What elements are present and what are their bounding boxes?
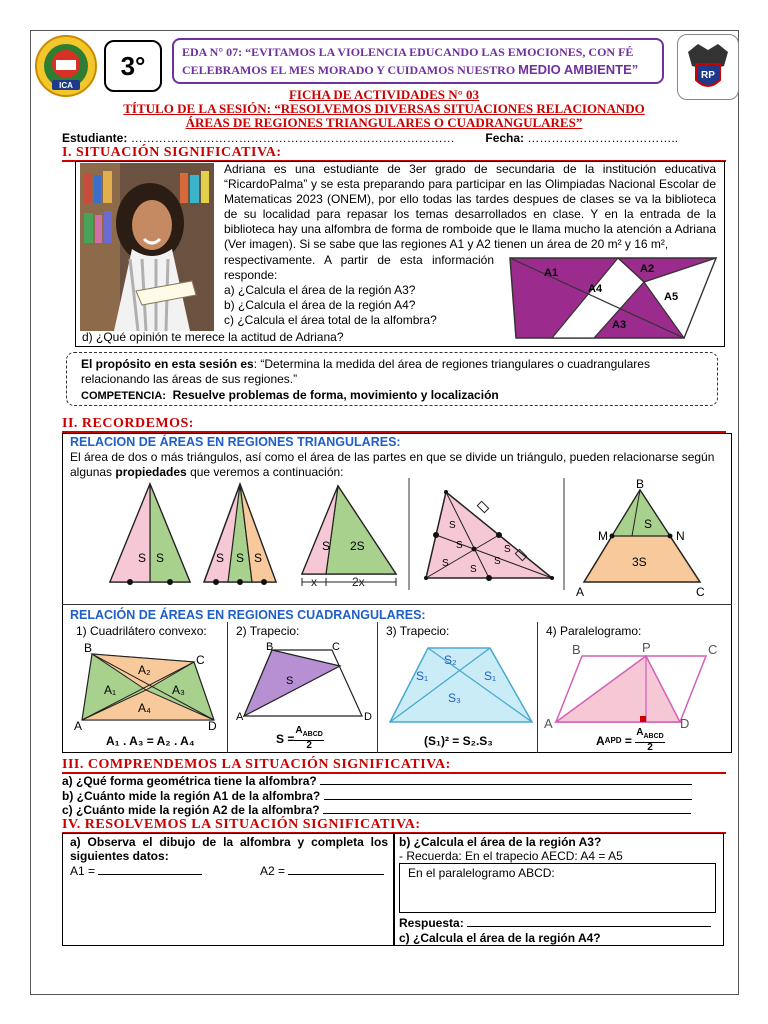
school-logo-text: ICA [59,81,73,90]
tri4-s2: S [456,540,463,551]
competencia-text: Resuelve problemas de forma, movimiento y localización [172,388,499,402]
rug-figure [508,254,720,342]
student-photo [80,163,214,331]
eda-title-2-emph: MEDIO AMBIENTE” [518,62,639,77]
quad3-title: 3) Trapecio: [386,624,450,638]
parallelogram-work-box[interactable] [399,863,716,913]
tri4-s1: S [449,520,456,531]
quad4-formula-a-sub: APD [604,736,622,745]
quad2-formula-lhs: S = [276,731,295,746]
tri5-s: S [644,517,653,531]
section3-qa-answer[interactable] [320,784,692,785]
rug-label-a1: A1 [544,267,559,279]
solve-right-question: b) ¿Calcula el área de la región A3? [399,835,602,849]
purpose-body: : “Determina la medida del área de regiones triangulares o cuadrangulares relacionando las áreas de sus regiones.” [81,357,650,386]
tri4-s3: S [442,558,449,569]
q1-vertex-b: B [84,642,93,655]
eda-box [172,38,664,84]
tri-fig-2 [204,484,276,585]
triangle-figures [100,478,720,598]
competencia-row [81,388,707,404]
tri5-vertex-n: N [676,529,685,543]
a2-label: A2 = [260,864,286,878]
quad2-formula [276,726,324,751]
situation-question-a: a) ¿Calcula el área de la región A3? [224,283,416,298]
tri2-s-1: S [216,551,225,565]
tri4-s6: S [504,544,511,555]
section3-qb-answer[interactable] [324,799,692,800]
q1-region-a3: A₃ [172,683,185,697]
date-field[interactable]: ……………………………….. [527,131,679,145]
eda-prefix: EDA N° 07: [182,45,243,59]
q3-region-s3: S₃ [448,691,461,705]
quad3-formula: (S₁)² = S₂.S₃ [424,734,493,748]
tri3-2x: 2x [352,575,365,589]
section3-title: III. COMPRENDEMOS LA SITUACIÓN SIGNIFICATIVA: [62,757,451,772]
rug-label-a5: A5 [664,291,679,303]
eda-line1 [182,43,654,61]
quad2-formula-num: A [295,725,303,736]
tri2-s-3: S [254,551,263,565]
triangles-text-2 [70,465,344,479]
student-row [62,131,678,145]
section4-title: IV. RESOLVEMOS LA SITUACIÓN SIGNIFICATIVA: [62,817,421,832]
respuesta-row [399,916,711,930]
tri-fig-5 [576,478,705,598]
q4-vertex-b: B [572,642,581,657]
situation-text: Adriana es una estudiante de 3er grado de secundaria de la institución educativa “RicardoPalma” y se esta preparando para participar en las Olimpiadas Nacional Escolar de Matematicas 2023 (ONEM), por ello todas las tardes despues de clases se va la biblioteca de su localidad para repasar los temas desarrollados en clase. Y en la entrada de la biblioteca hay una alfombra de forma de romboide que le llama mucho la atención a Adriana (Ver imagen). Si se sabe que las regiones A1 y A2 tienen un área de 20 m² y 16 m², [224,162,716,252]
q4-vertex-d: D [680,716,690,730]
a1-input[interactable] [98,874,202,875]
q1-region-a4: A₄ [138,701,151,715]
solve-recuerda: - Recuerda: En el trapecio AECD: A4 = A5 [399,849,623,863]
section2-title: II. RECORDEMOS: [62,416,194,431]
rug-label-a4: A4 [588,283,603,295]
quad2-formula-sub: ABCD [302,731,323,738]
rug-label-a2: A2 [640,263,655,275]
quad4-formula-num: A [636,727,644,738]
section3-question-b [62,789,692,803]
section3-question-a [62,774,692,788]
a2-row [260,864,384,878]
quad4-formula-eq: = [621,733,636,748]
tri3-2s: 2S [350,539,365,553]
purpose-label: El propósito en esta sesión es [81,357,254,371]
section3-qc-text: c) ¿Cuánto mide la región A2 de la alfombra? [62,803,320,817]
respuesta-label: Respuesta: [399,916,464,930]
section3-qb-text: b) ¿Cuánto mide la región A1 de la alfombra? [62,789,321,803]
tri5-vertex-m: M [598,529,608,543]
situation-question-b: b) ¿Calcula el área de la región A4? [224,298,416,313]
tri-fig-4 [424,490,554,581]
q2-vertex-c: C [332,641,340,653]
q1-vertex-d: D [208,719,217,732]
situation-text-3: responde: [224,268,278,283]
tri-text-c: que veremos a continuación: [186,465,344,479]
purpose-text [81,357,707,387]
section3-qc-answer[interactable] [323,813,691,814]
quad4-formula-num-sub: ABCD [643,733,664,740]
a1-row [70,864,202,878]
situation-question-c: c) ¿Calcula el área total de la alfombra? [224,313,437,328]
tri-fig-3 [302,486,396,589]
quad-cell-1 [62,622,228,753]
q1-region-a2: A₂ [138,663,151,677]
grade-box [104,40,162,92]
purpose-box [66,352,718,406]
rug-label-a3: A3 [612,319,627,331]
tri4-s5: S [494,556,501,567]
quad2-title: 2) Trapecio: [236,624,300,638]
quad2-formula-den: 2 [306,740,312,751]
q2-vertex-d: D [364,711,372,720]
quad1-formula: A₁ . A₃ = A₂ . A₄ [106,734,195,748]
respuesta-input[interactable] [467,926,711,927]
situation-question-d: d) ¿Qué opinión te merece la actitud de Adriana? [82,330,344,344]
quad1-title: 1) Cuadrilátero convexo: [76,624,207,638]
tri3-s: S [322,539,331,553]
q4-vertex-a: A [544,716,553,730]
section1-title: I. SITUACIÓN SIGNIFICATIVA: [62,145,282,160]
tri5-vertex-a: A [576,585,585,598]
triangles-text-1: El área de dos o más triángulos, así como el área de las partes en que se divide un triángulo, pueden relacionarse según [70,450,715,464]
quad4-formula-a: A [596,733,605,748]
section3-qa-text: a) ¿Qué forma geométrica tiene la alfombra? [62,774,317,788]
situation-text-2: respectivamente. A partir de esta información [224,253,494,267]
tri-text-a: algunas [70,465,116,479]
date-label: Fecha: [485,131,525,145]
quad-cell-3 [378,622,538,753]
ficha-title: FICHA DE ACTIVIDADES N° 03 [288,87,480,102]
solve-right-question-2: c) ¿Calcula el área de la región A4? [399,931,601,945]
tri5-vertex-b: B [636,478,645,491]
q2-region-s: S [286,675,294,687]
tri5-3s: 3S [632,555,647,569]
quad-cell-4 [538,622,732,753]
tri-fig-1 [110,484,190,585]
quads-heading: RELACIÓN DE ÁREAS EN REGIONES CUADRANGULARES: [70,608,426,622]
tri2-s-2: S [236,551,245,565]
q3-region-s2: S₂ [444,653,457,667]
situation-continued [224,253,494,328]
q1-vertex-c: C [196,653,205,667]
session-title-1: TÍTULO DE LA SESIÓN: “RESOLVEMOS DIVERSAS SITUACIONES RELACIONANDO [123,101,645,116]
tri4-s4: S [470,564,477,575]
quad4-title: 4) Paralelogramo: [546,624,642,638]
q4-vertex-c: C [708,642,718,657]
crest-text: RP [701,70,715,81]
tri1-s-right: S [156,551,165,565]
recordemos-divider [62,604,732,605]
quad4-formula [596,728,665,753]
section3-question-c [62,803,691,817]
solve-left-question: a) Observa el dibujo de la alfombra y completa los siguientes datos: [70,835,388,863]
a2-input[interactable] [288,874,384,875]
parallelogram-work-label: En el paralelogramo ABCD: [408,866,555,880]
eda-title-1: “EVITAMOS LA VIOLENCIA EDUCANDO LAS EMOCIONES, CON FÉ [245,45,634,59]
tri5-vertex-c: C [696,585,705,598]
tri1-s-left: S [138,551,147,565]
quad-cell-2 [228,622,378,753]
a1-label: A1 = [70,864,96,878]
competencia-label: COMPETENCIA: [81,390,166,402]
tri-text-b: propiedades [115,465,187,479]
q1-region-a1: A₁ [104,683,117,697]
situation-paragraph [224,162,716,253]
q2-vertex-a: A [236,711,244,720]
q3-region-s1-left: S₁ [416,669,429,683]
eda-line2 [182,61,654,79]
q4-vertex-p: P [642,640,651,655]
triangles-heading: RELACION DE ÁREAS EN REGIONES TRIANGULARES: [70,435,401,449]
tri3-x: x [311,575,317,589]
eda-title-2: CELEBRAMOS EL MES MORADO Y CUIDAMOS NUESTRO [182,63,519,77]
q2-vertex-b: B [266,641,274,653]
grade-label: 3° [120,50,146,81]
crest-icon [684,40,732,94]
q1-vertex-a: A [74,719,83,732]
student-field[interactable]: ……………………………………………………………………… [130,131,455,145]
student-label: Estudiante: [62,131,128,145]
q3-region-s1-right: S₁ [484,669,497,683]
quad4-formula-den: 2 [647,742,653,753]
session-title-2: ÁREAS DE REGIONES TRIANGULARES O CUADRANGULARES” [185,115,583,130]
